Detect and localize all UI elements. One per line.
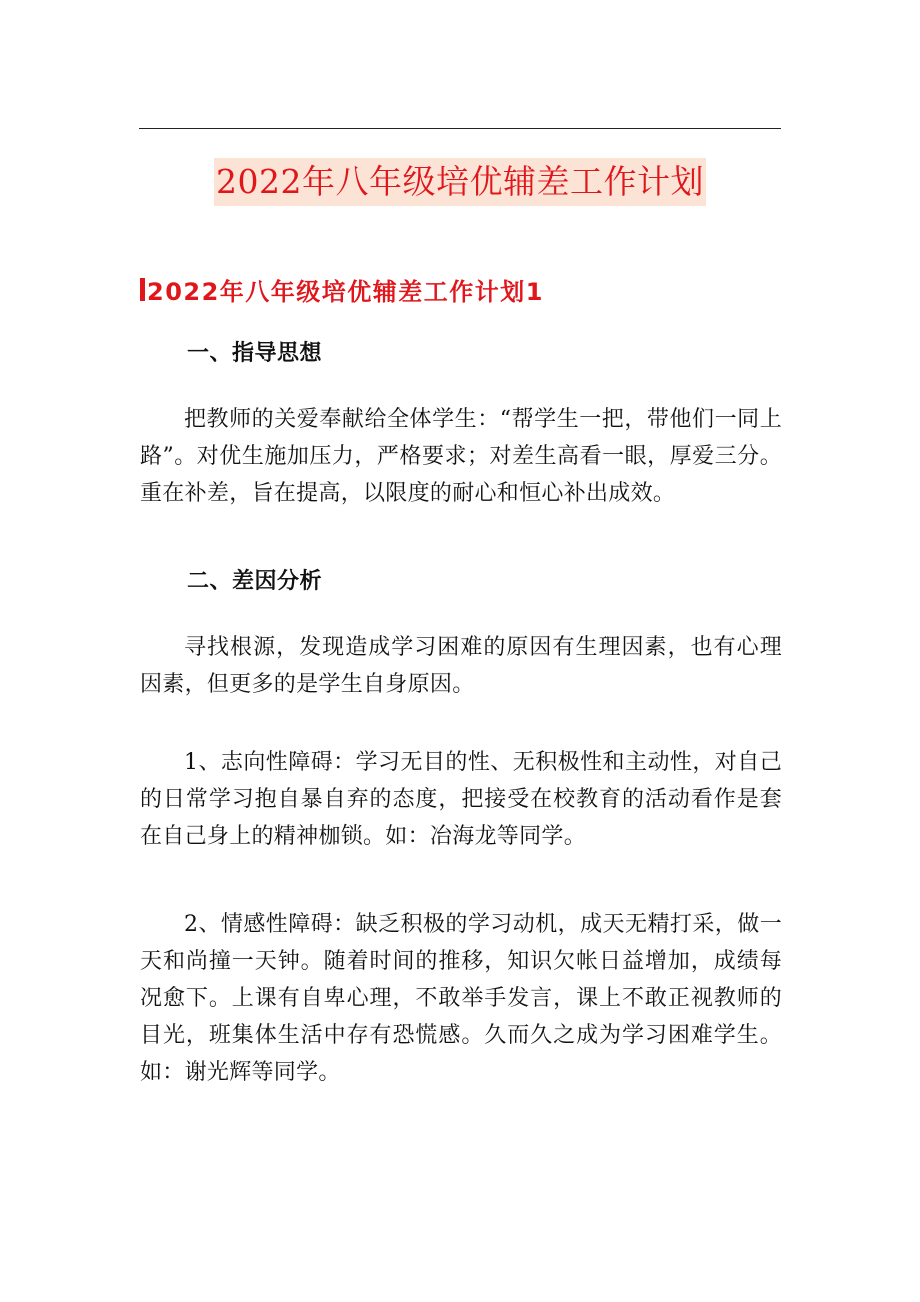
document-title: 2022年八年级培优辅差工作计划: [214, 158, 706, 206]
paragraph-guiding-ideology: 把教师的关爱奉献给全体学生：“帮学生一把，带他们一同上路”。对优生施加压力，严格要求；对差生高看一眼，厚爱三分。重在补差，旨在提高，以限度的耐心和恒心补出成效。: [140, 407, 782, 506]
sub-heading-guiding-ideology: 一、指导思想: [187, 341, 323, 366]
sub-heading-cause-analysis: 二、差因分析: [187, 569, 323, 594]
section-heading: [140, 272, 544, 306]
section-heading-text: 2022年八年级培优辅差工作计划1: [147, 277, 544, 306]
paragraph-cause-analysis: 寻找根源，发现造成学习困难的原因有生理因素，也有心理因素，但更多的是学生自身原因。: [140, 635, 782, 697]
top-divider: [139, 128, 781, 129]
paragraph-motivation-obstacle: 1、志向性障碍：学习无目的性、无积极性和主动性，对自己的日常学习抱自暴自弃的态度，把接受在校教育的活动看作是套在自己身上的精神枷锁。如：冶海龙等同学。: [140, 750, 782, 849]
heading-marker-icon: [140, 278, 145, 301]
title-container: [0, 158, 920, 206]
paragraph-emotional-obstacle: 2、情感性障碍：缺乏积极的学习动机，成天无精打采，做一天和尚撞一天钟。随着时间的推移，知识欠帐日益增加，成绩每况愈下。上课有自卑心理，不敢举手发言，课上不敢正视教师的目光，班集体生活中存有恐慌感。久而久之成为学习困难学生。如：谢光辉等同学。: [140, 912, 782, 1085]
